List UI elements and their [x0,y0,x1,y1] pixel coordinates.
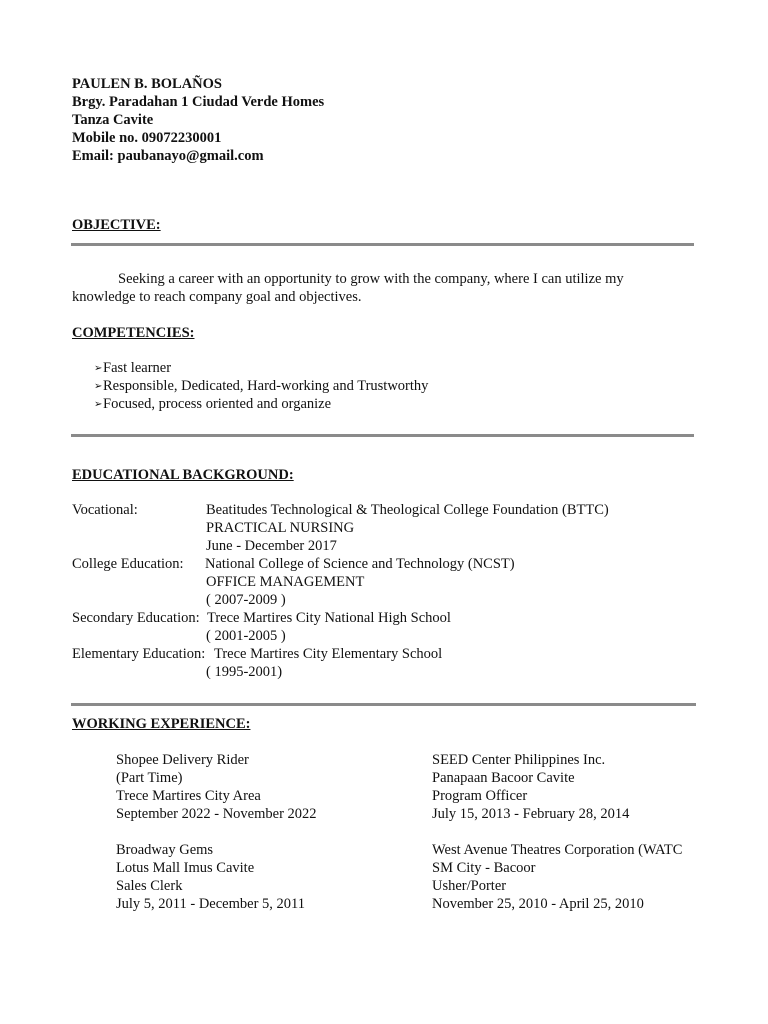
education-heading: EDUCATIONAL BACKGROUND: [72,467,294,483]
objective-line-1: Seeking a career with an opportunity to grow with the company, where I can utilize my [118,271,624,287]
education-list [72,501,692,681]
work-heading: WORKING EXPERIENCE: [72,716,251,732]
applicant-name: PAULEN B. BOLAÑOS [72,76,222,92]
job-location: SM City - Bacoor [432,860,536,876]
work-column-left [116,751,317,913]
job-position: Usher/Porter [432,878,507,894]
education-row [72,663,692,681]
job-title: Broadway Gems [116,842,214,858]
objective-text [72,270,692,306]
job-location: Lotus Mall Imus Cavite [116,860,255,876]
address-line-2: Tanza Cavite [72,112,154,128]
job-dates: November 25, 2010 - April 25, 2010 [432,896,644,912]
arrow-bullet-icon: ➢ [94,381,103,392]
education-course: OFFICE MANAGEMENT [206,574,365,590]
list-item: ➢Focused, process oriented and organize [94,396,332,412]
job-location: Panapaan Bacoor Cavite [432,770,575,786]
education-row [72,645,692,663]
list-item: ➢Responsible, Dedicated, Hard-working and Trustworthy [94,378,429,394]
job-title: West Avenue Theatres Corporation (WATC [432,842,683,858]
education-dates: ( 2001-2005 ) [206,628,286,644]
job-position: Program Officer [432,788,528,804]
job-position: Sales Clerk [116,878,183,894]
education-row [72,591,692,609]
arrow-bullet-icon: ➢ [94,399,103,410]
education-dates: ( 2007-2009 ) [206,592,286,608]
job-detail: (Part Time) [116,770,183,786]
job-dates: July 15, 2013 - February 28, 2014 [432,806,630,822]
section-divider [71,243,694,246]
job-title: Shopee Delivery Rider [116,752,249,768]
section-divider [71,703,696,706]
education-school: Trece Martires City Elementary School [214,646,443,662]
mobile-number: Mobile no. 09072230001 [72,130,222,146]
education-row [72,519,692,537]
education-row [72,555,692,573]
objective-heading: OBJECTIVE: [72,217,161,233]
education-row [72,573,692,591]
job-dates: July 5, 2011 - December 5, 2011 [116,896,305,912]
job-location: Trece Martires City Area [116,788,261,804]
education-label-college: College Education: [72,556,184,572]
education-school: Beatitudes Technological & Theological College Foundation (BTTC) [206,502,609,518]
education-row [72,627,692,645]
email-address: Email: paubanayo@gmail.com [72,148,264,164]
list-item: ➢Fast learner [94,360,172,376]
competencies-heading: COMPETENCIES: [72,325,195,341]
job-title: SEED Center Philippines Inc. [432,752,606,768]
section-divider [71,434,694,437]
education-school: National College of Science and Technology (NCST) [205,556,515,572]
education-course: PRACTICAL NURSING [206,520,355,536]
address-line-1: Brgy. Paradahan 1 Ciudad Verde Homes [72,94,325,110]
education-label-secondary: Secondary Education: [72,610,200,626]
education-label-elementary: Elementary Education: [72,646,206,662]
education-row [72,609,692,627]
work-column-right [432,751,682,913]
education-dates: June - December 2017 [206,538,337,554]
objective-line-2: knowledge to reach company goal and objectives. [72,289,362,305]
education-row [72,501,692,519]
competencies-list [94,359,428,413]
contact-header [72,75,324,165]
education-label-vocational: Vocational: [72,502,138,518]
education-dates: ( 1995-2001) [206,664,283,680]
education-school: Trece Martires City National High School [207,610,451,626]
job-dates: September 2022 - November 2022 [116,806,317,822]
arrow-bullet-icon: ➢ [94,363,103,374]
education-row [72,537,692,555]
